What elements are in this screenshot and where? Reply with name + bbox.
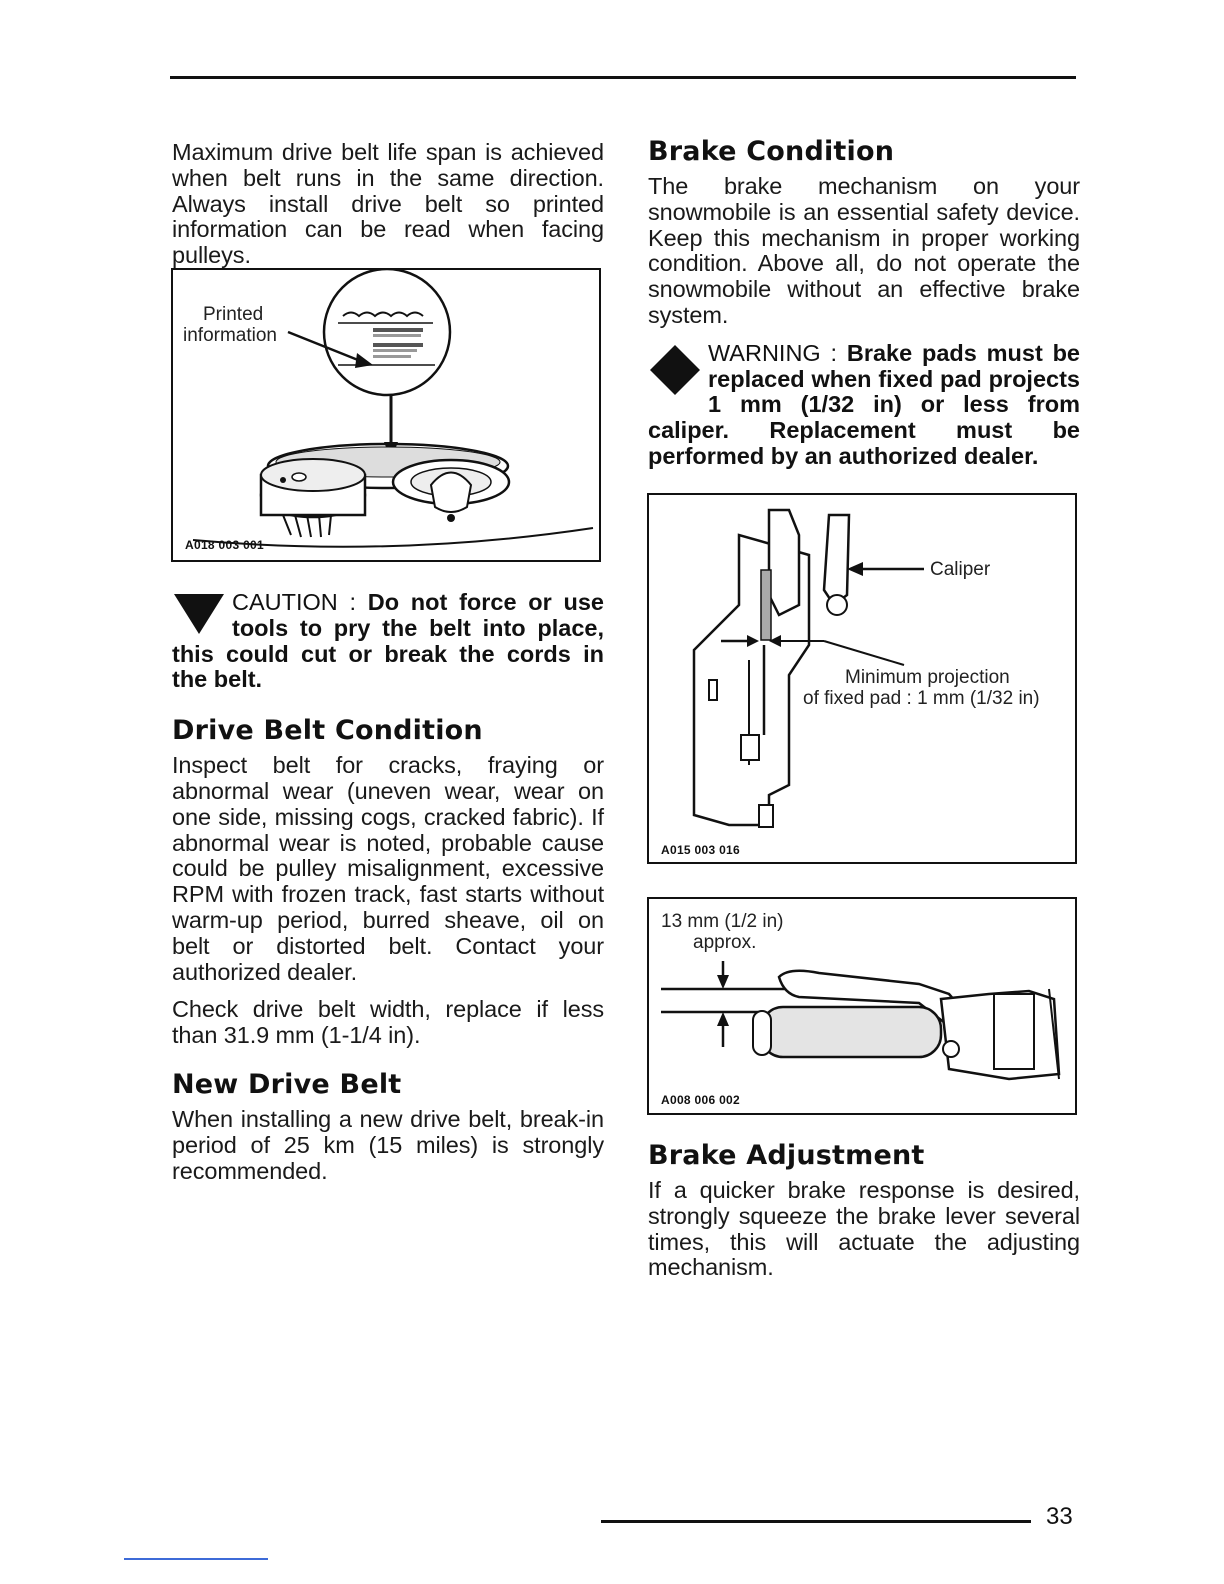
right-column (648, 136, 1080, 470)
brake-adjustment-heading: Brake Adjustment (648, 1140, 925, 1171)
drive-belt-condition-heading: Drive Belt Condition (172, 715, 483, 747)
warning-lead: WARNING : (708, 339, 847, 366)
warning-notice (648, 341, 1080, 470)
figure2-code: A015 003 016 (661, 843, 740, 857)
projection-label-line1: Minimum projection (845, 667, 1010, 688)
top-rule (170, 76, 1076, 79)
left-column-lower (172, 590, 604, 1196)
footer-link-underline[interactable] (124, 1558, 268, 1560)
drive-belt-condition-para1: Inspect belt for cracks, fraying or abnormal wear (uneven wear, wear on one side, missing cogs, cracked fabric). If abnormal wear is noted, probable cause could be pulley misalignment, excessive RPM with frozen track, fast starts without warm-up period, burred sheave, oil on belt or distorted belt. Contact your authorized dealer. (172, 752, 604, 985)
brake-lever-illustration (649, 899, 1075, 1113)
drive-belt-figure (171, 268, 601, 562)
figure3-code: A008 006 002 (661, 1093, 740, 1107)
brake-condition-heading: Brake Condition (648, 136, 895, 167)
projection-label-line2: of fixed pad : 1 mm (1/32 in) (803, 688, 1040, 709)
warning-text: Brake pads must be replaced when fixed pad projects 1 mm (1/32 in) or less from caliper. Replacement must be performed by an authorized dealer. (648, 339, 1080, 469)
left-column (172, 140, 604, 281)
new-drive-belt-para: When installing a new drive belt, break-in period of 25 km (15 miles) is strongly recommended. (172, 1105, 604, 1184)
intro-paragraph: Maximum drive belt life span is achieved when belt runs in the same direction. Always install drive belt so printed information can be read when facing pulleys. (172, 139, 604, 269)
right-column-lower (648, 1140, 1080, 1293)
caution-lead: CAUTION : (232, 589, 368, 615)
brake-adjustment-para: If a quicker brake response is desired, strongly squeeze the brake lever several times, this will actuate the adjusting mechanism. (648, 1177, 1080, 1281)
brake-lever-figure (647, 897, 1077, 1115)
measure-label-line2: approx. (693, 932, 757, 953)
triangle-down-icon (172, 592, 226, 636)
caliper-label: Caliper (930, 559, 991, 580)
printed-label-line2: information (183, 325, 277, 346)
printed-label-line1: Printed (203, 304, 264, 325)
bottom-rule (601, 1520, 1031, 1523)
figure1-code: A018 003 001 (185, 538, 264, 552)
new-drive-belt-heading: New Drive Belt (172, 1068, 402, 1100)
caution-notice (172, 590, 604, 693)
drive-belt-condition-para2: Check drive belt width, replace if less than 31.9 mm (1-1/4 in). (172, 996, 604, 1049)
caliper-figure (647, 493, 1077, 864)
caution-text: Do not force or use tools to pry the belt into place, this could cut or break the cords in the belt. (172, 589, 604, 693)
drive-belt-illustration (173, 270, 599, 560)
diamond-icon (648, 343, 702, 397)
brake-condition-para: The brake mechanism on your snowmobile is an essential safety device. Keep this mechanism in proper working condition. Above all, do not operate the snowmobile without an effective brake system. (648, 173, 1080, 328)
page-number: 33 (1046, 1503, 1073, 1530)
measure-label-line1: 13 mm (1/2 in) (661, 911, 784, 932)
